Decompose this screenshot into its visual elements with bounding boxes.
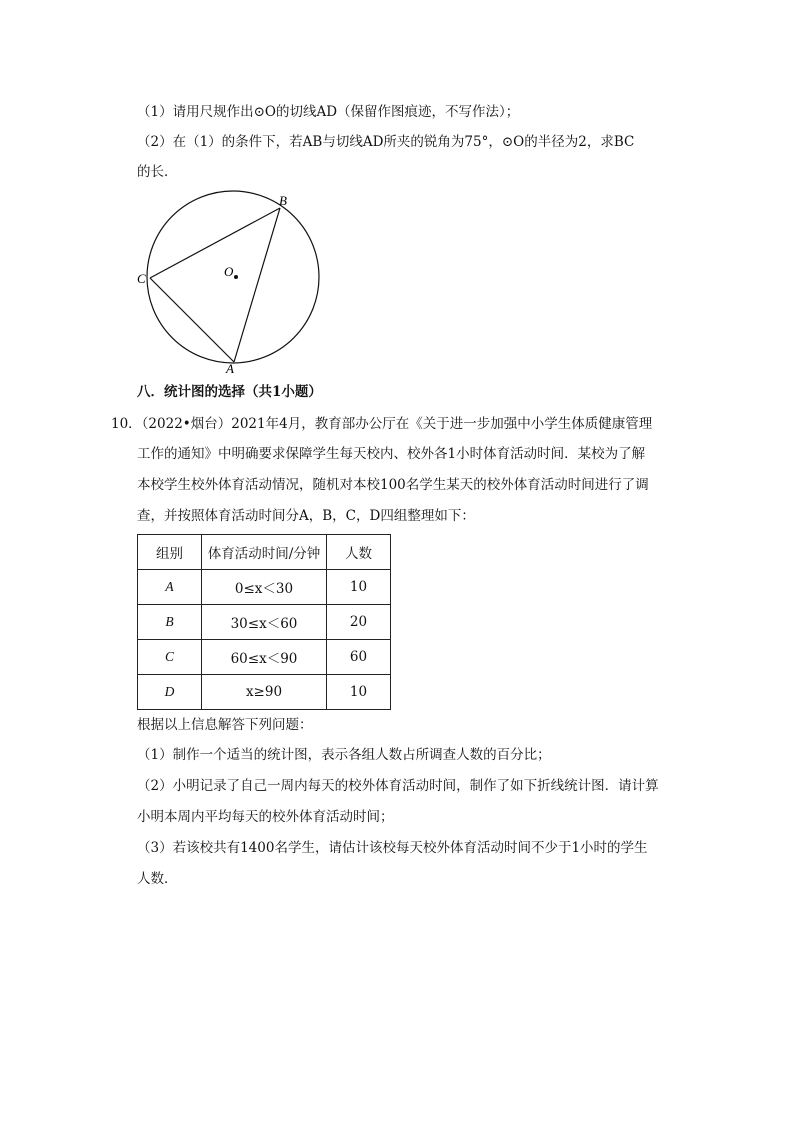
table-header-row bbox=[138, 535, 391, 570]
table-cell-group: D bbox=[138, 675, 202, 710]
q10-sub2-line1: （2）小明记录了自己一周内每天的校外体育活动时间，制作了如下折线统计图．请计算 bbox=[137, 778, 659, 794]
q10-line1: 10．（2022•烟台）2021年4月，教育部办公厅在《关于进一步加强中小学生体质健康管理 bbox=[111, 416, 653, 432]
label-c: C bbox=[137, 271, 146, 286]
table-row bbox=[138, 570, 391, 605]
q10-line2: 工作的通知》中明确要求保障学生每天校内、校外各1小时体育活动时间．某校为了解 bbox=[137, 446, 646, 462]
table-cell-group: C bbox=[138, 640, 202, 675]
q9-part2-line1: （2）在（1）的条件下，若AB与切线AD所夹的锐角为75°，⊙O的半径为2，求BC bbox=[137, 134, 635, 150]
table-cell-range: 30≤x＜60 bbox=[202, 605, 327, 640]
q9-part2-line2: 的长． bbox=[137, 164, 178, 180]
table-header-count: 人数 bbox=[327, 535, 391, 570]
activity-time-table bbox=[137, 534, 391, 710]
table-header-group: 组别 bbox=[138, 535, 202, 570]
q10-sub3-line1: （3）若该校共有1400名学生，请估计该校每天校外体育活动时间不少于1小时的学生 bbox=[137, 840, 648, 856]
table-cell-range: x≥90 bbox=[202, 675, 327, 710]
q10-sub1: （1）制作一个适当的统计图，表示各组人数占所调查人数的百分比； bbox=[137, 747, 551, 763]
q10-sub3-line2: 人数． bbox=[137, 871, 178, 887]
table-cell-group: A bbox=[138, 570, 202, 605]
table-cell-count: 10 bbox=[327, 570, 391, 605]
table-cell-count: 60 bbox=[327, 640, 391, 675]
table-row bbox=[138, 675, 391, 710]
q10-sub2-line2: 小明本周内平均每天的校外体育活动时间； bbox=[137, 809, 394, 825]
table-cell-range: 60≤x＜90 bbox=[202, 640, 327, 675]
q9-part1: （1）请用尺规作出⊙O的切线AD（保留作图痕迹，不写作法）； bbox=[137, 104, 520, 120]
q10-line4: 查，并按照体育活动时间分A，B，C，D四组整理如下： bbox=[137, 508, 475, 524]
table-row bbox=[138, 640, 391, 675]
label-o: O bbox=[224, 264, 234, 279]
table-cell-count: 20 bbox=[327, 605, 391, 640]
table-cell-count: 10 bbox=[327, 675, 391, 710]
segment-ca bbox=[150, 278, 234, 362]
section-heading: 八．统计图的选择（共1小题） bbox=[137, 384, 322, 400]
table-cell-group: B bbox=[138, 605, 202, 640]
segment-ba bbox=[234, 208, 280, 362]
center-point-o bbox=[234, 275, 238, 279]
label-b: B bbox=[279, 193, 287, 208]
table-cell-range: 0≤x＜30 bbox=[202, 570, 327, 605]
label-a: A bbox=[226, 361, 234, 375]
q10-line3: 本校学生校外体育活动情况，随机对本校100名学生某天的校外体育活动时间进行了调 bbox=[137, 477, 649, 493]
circle-triangle-figure bbox=[128, 190, 328, 375]
q10-after-table: 根据以上信息解答下列问题： bbox=[137, 717, 313, 733]
table-header-time: 体育活动时间/分钟 bbox=[202, 535, 327, 570]
table-row bbox=[138, 605, 391, 640]
